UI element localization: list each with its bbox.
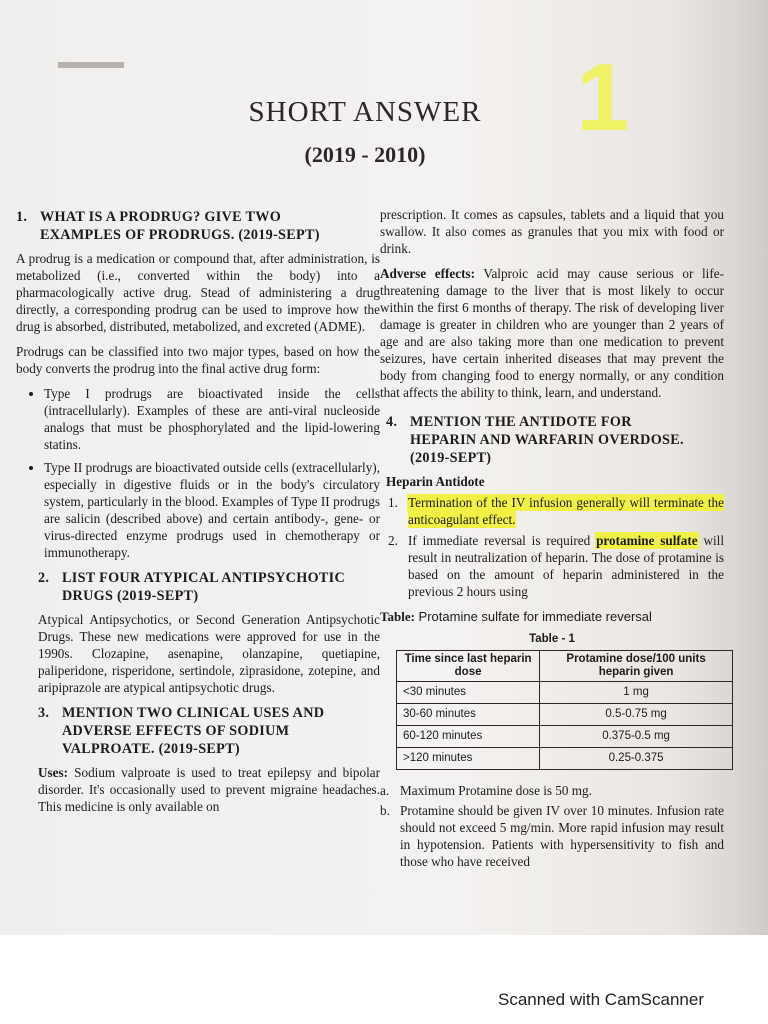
question-2-heading-line1: LIST FOUR ATYPICAL ANTIPSYCHOTIC xyxy=(62,570,346,586)
prodrug-types-list xyxy=(16,385,380,561)
heparin-antidote-heading: Heparin Antidote xyxy=(386,474,485,489)
question-4-heading xyxy=(380,413,724,467)
table-cell: 0.25-0.375 xyxy=(540,748,733,770)
question-1-number: 1. xyxy=(16,209,28,225)
question-3-continued: prescription. It comes as capsules, tablets and a liquid that you swallow. It also comes as granules that you mix with food or drink. xyxy=(380,207,724,256)
table-row xyxy=(397,704,733,726)
question-3-heading-line3: VALPROATE. (2019-SEPT) xyxy=(62,741,240,757)
antidote-list xyxy=(380,494,724,600)
item-text-a: If immediate reversal is required xyxy=(408,533,597,548)
table-header: Time since last heparin dose xyxy=(397,651,540,682)
adverse-text: Valproic acid may cause serious or life-threatening damage to the liver that is most likely to occur within the first 6 months of therapy. The risk of developing liver damage is greater in children who are younger than 2 years of age and are also taking more than one medication to prevent seizures, have certain inherited diseases that may prevent the body from changing food to energy normally, or any condition that affects the ability to think, learn, and understand. xyxy=(380,266,724,400)
protamine-sulfate-highlight: protamine sulfate xyxy=(596,533,698,548)
item-text-b: will result in neutralization of heparin. The dose of protamine is based on the amount of heparin administered in the previous 2 hours using xyxy=(408,533,724,599)
note-text: Maximum Protamine dose is 50 mg. xyxy=(400,783,592,798)
table-cell: 30-60 minutes xyxy=(397,704,540,726)
question-1-heading xyxy=(16,208,380,244)
highlighted-text: Termination of the IV infusion generally will terminate the anticoagulant effect. xyxy=(408,495,724,527)
question-3 xyxy=(16,704,380,815)
question-1 xyxy=(16,208,380,561)
question-2 xyxy=(16,569,380,696)
question-1-para-2: Prodrugs can be classified into two major types, based on how the body converts the prodrug into the final active drug form: xyxy=(16,344,380,376)
table-cell: >120 minutes xyxy=(397,748,540,770)
question-1-heading-line2: EXAMPLES OF PRODRUGS. (2019-SEPT) xyxy=(40,227,320,243)
table-name: Table - 1 xyxy=(529,633,575,645)
note-label: a. xyxy=(380,783,390,798)
question-4-heading-line2: HEPARIN AND WARFARIN OVERDOSE. xyxy=(410,432,684,448)
question-3-uses xyxy=(16,764,380,815)
question-4-heading-line1: MENTION THE ANTIDOTE FOR xyxy=(410,414,632,430)
camscanner-watermark: Scanned with CamScanner xyxy=(498,990,705,1009)
table-caption-label: Table: xyxy=(380,609,415,624)
table-header: Protamine dose/100 units heparin given xyxy=(540,651,733,682)
question-2-heading-line2: DRUGS (2019-SEPT) xyxy=(62,588,199,604)
notes-list xyxy=(380,782,724,870)
question-4-heading-line3: (2019-SEPT) xyxy=(410,450,492,466)
uses-label: Uses: xyxy=(38,765,69,780)
question-4 xyxy=(380,413,724,870)
list-item xyxy=(388,532,724,600)
table-row xyxy=(397,682,733,704)
question-2-number: 2. xyxy=(38,570,50,586)
question-2-heading xyxy=(16,569,380,605)
list-item: • Type II prodrugs are bioactivated outside cells (extracellularly), especially in digestive fluids or in the body's circulatory system, particularly in the blood. Examples of Type II prodrugs are salicin (described above) and certain antibody-, gene- or virus-directed enzyme prodrugs used in chemotherapy or immunotherapy. xyxy=(44,459,380,561)
table-header-row xyxy=(397,651,733,682)
note-text: Protamine should be given IV over 10 minutes. Infusion rate should not exceed 5 mg/min. More rapid infusion may result in hypotension. Patients with hypersensitivity to fish and those who have received xyxy=(400,803,724,869)
list-item xyxy=(380,802,724,870)
table-row xyxy=(397,748,733,770)
question-3-number: 3. xyxy=(38,705,50,721)
table-cell: <30 minutes xyxy=(397,682,540,704)
question-3-heading-line2: ADVERSE EFFECTS OF SODIUM xyxy=(62,723,290,739)
item-number: 2. xyxy=(388,533,398,548)
protamine-table xyxy=(396,650,733,770)
question-1-para-1: A prodrug is a medication or compound that, after administration, is metabolized (i.e., converted within the body) into a pharmacologically active drug. Stead of administering a drug directly, a corresponding prodrug can be used to improve how the drug is absorbed, distributed, metabolized, and excreted (ADME). xyxy=(16,251,380,334)
question-3-heading-line1: MENTION TWO CLINICAL USES AND xyxy=(62,705,325,721)
note-label: b. xyxy=(380,803,390,818)
right-column xyxy=(380,206,724,878)
question-3-adverse xyxy=(380,265,724,401)
table-cell: 0.5-0.75 mg xyxy=(540,704,733,726)
question-1-heading-line1: WHAT IS A PRODRUG? GIVE TWO xyxy=(40,209,282,225)
list-item xyxy=(388,494,724,528)
uses-text: Sodium valproate is used to treat epilepsy and bipolar disorder. It's occasionally used to prevent migraine headaches. This medicine is only available on xyxy=(38,765,381,814)
list-item: • Type I prodrugs are bioactivated inside the cells (intracellularly). Examples of these are anti-viral nucleoside analogs that must be phosphorylated and the lipid-lowering statins. xyxy=(44,385,380,453)
question-4-number: 4. xyxy=(386,414,398,430)
page-title: SHORT ANSWER xyxy=(248,96,482,128)
highlighter-mark: 1 xyxy=(576,44,630,151)
item-number: 1. xyxy=(388,495,398,510)
table-caption xyxy=(380,608,724,625)
table-row xyxy=(397,726,733,748)
table-cell: 0.375-0.5 mg xyxy=(540,726,733,748)
table-cell: 60-120 minutes xyxy=(397,726,540,748)
question-2-para-1: Atypical Antipsychotics, or Second Generation Antipsychotic Drugs. These new medications were approved for use in the 1990s. Clozapine, asenapine, olanzapine, quetiapine, paliperidone, risperidone, sertindole, ziprasidone, zotepine, and aripiprazole are atypical antipsychotic drugs. xyxy=(38,612,380,695)
table-caption-text: Protamine sulfate for immediate reversal xyxy=(418,609,652,624)
page-subtitle: (2019 - 2010) xyxy=(304,142,426,167)
adverse-label: Adverse effects: xyxy=(380,266,476,281)
question-3-heading xyxy=(16,704,380,758)
list-item xyxy=(380,782,724,799)
page-edge-mark xyxy=(58,62,124,68)
left-column xyxy=(16,208,380,823)
table-cell: 1 mg xyxy=(540,682,733,704)
